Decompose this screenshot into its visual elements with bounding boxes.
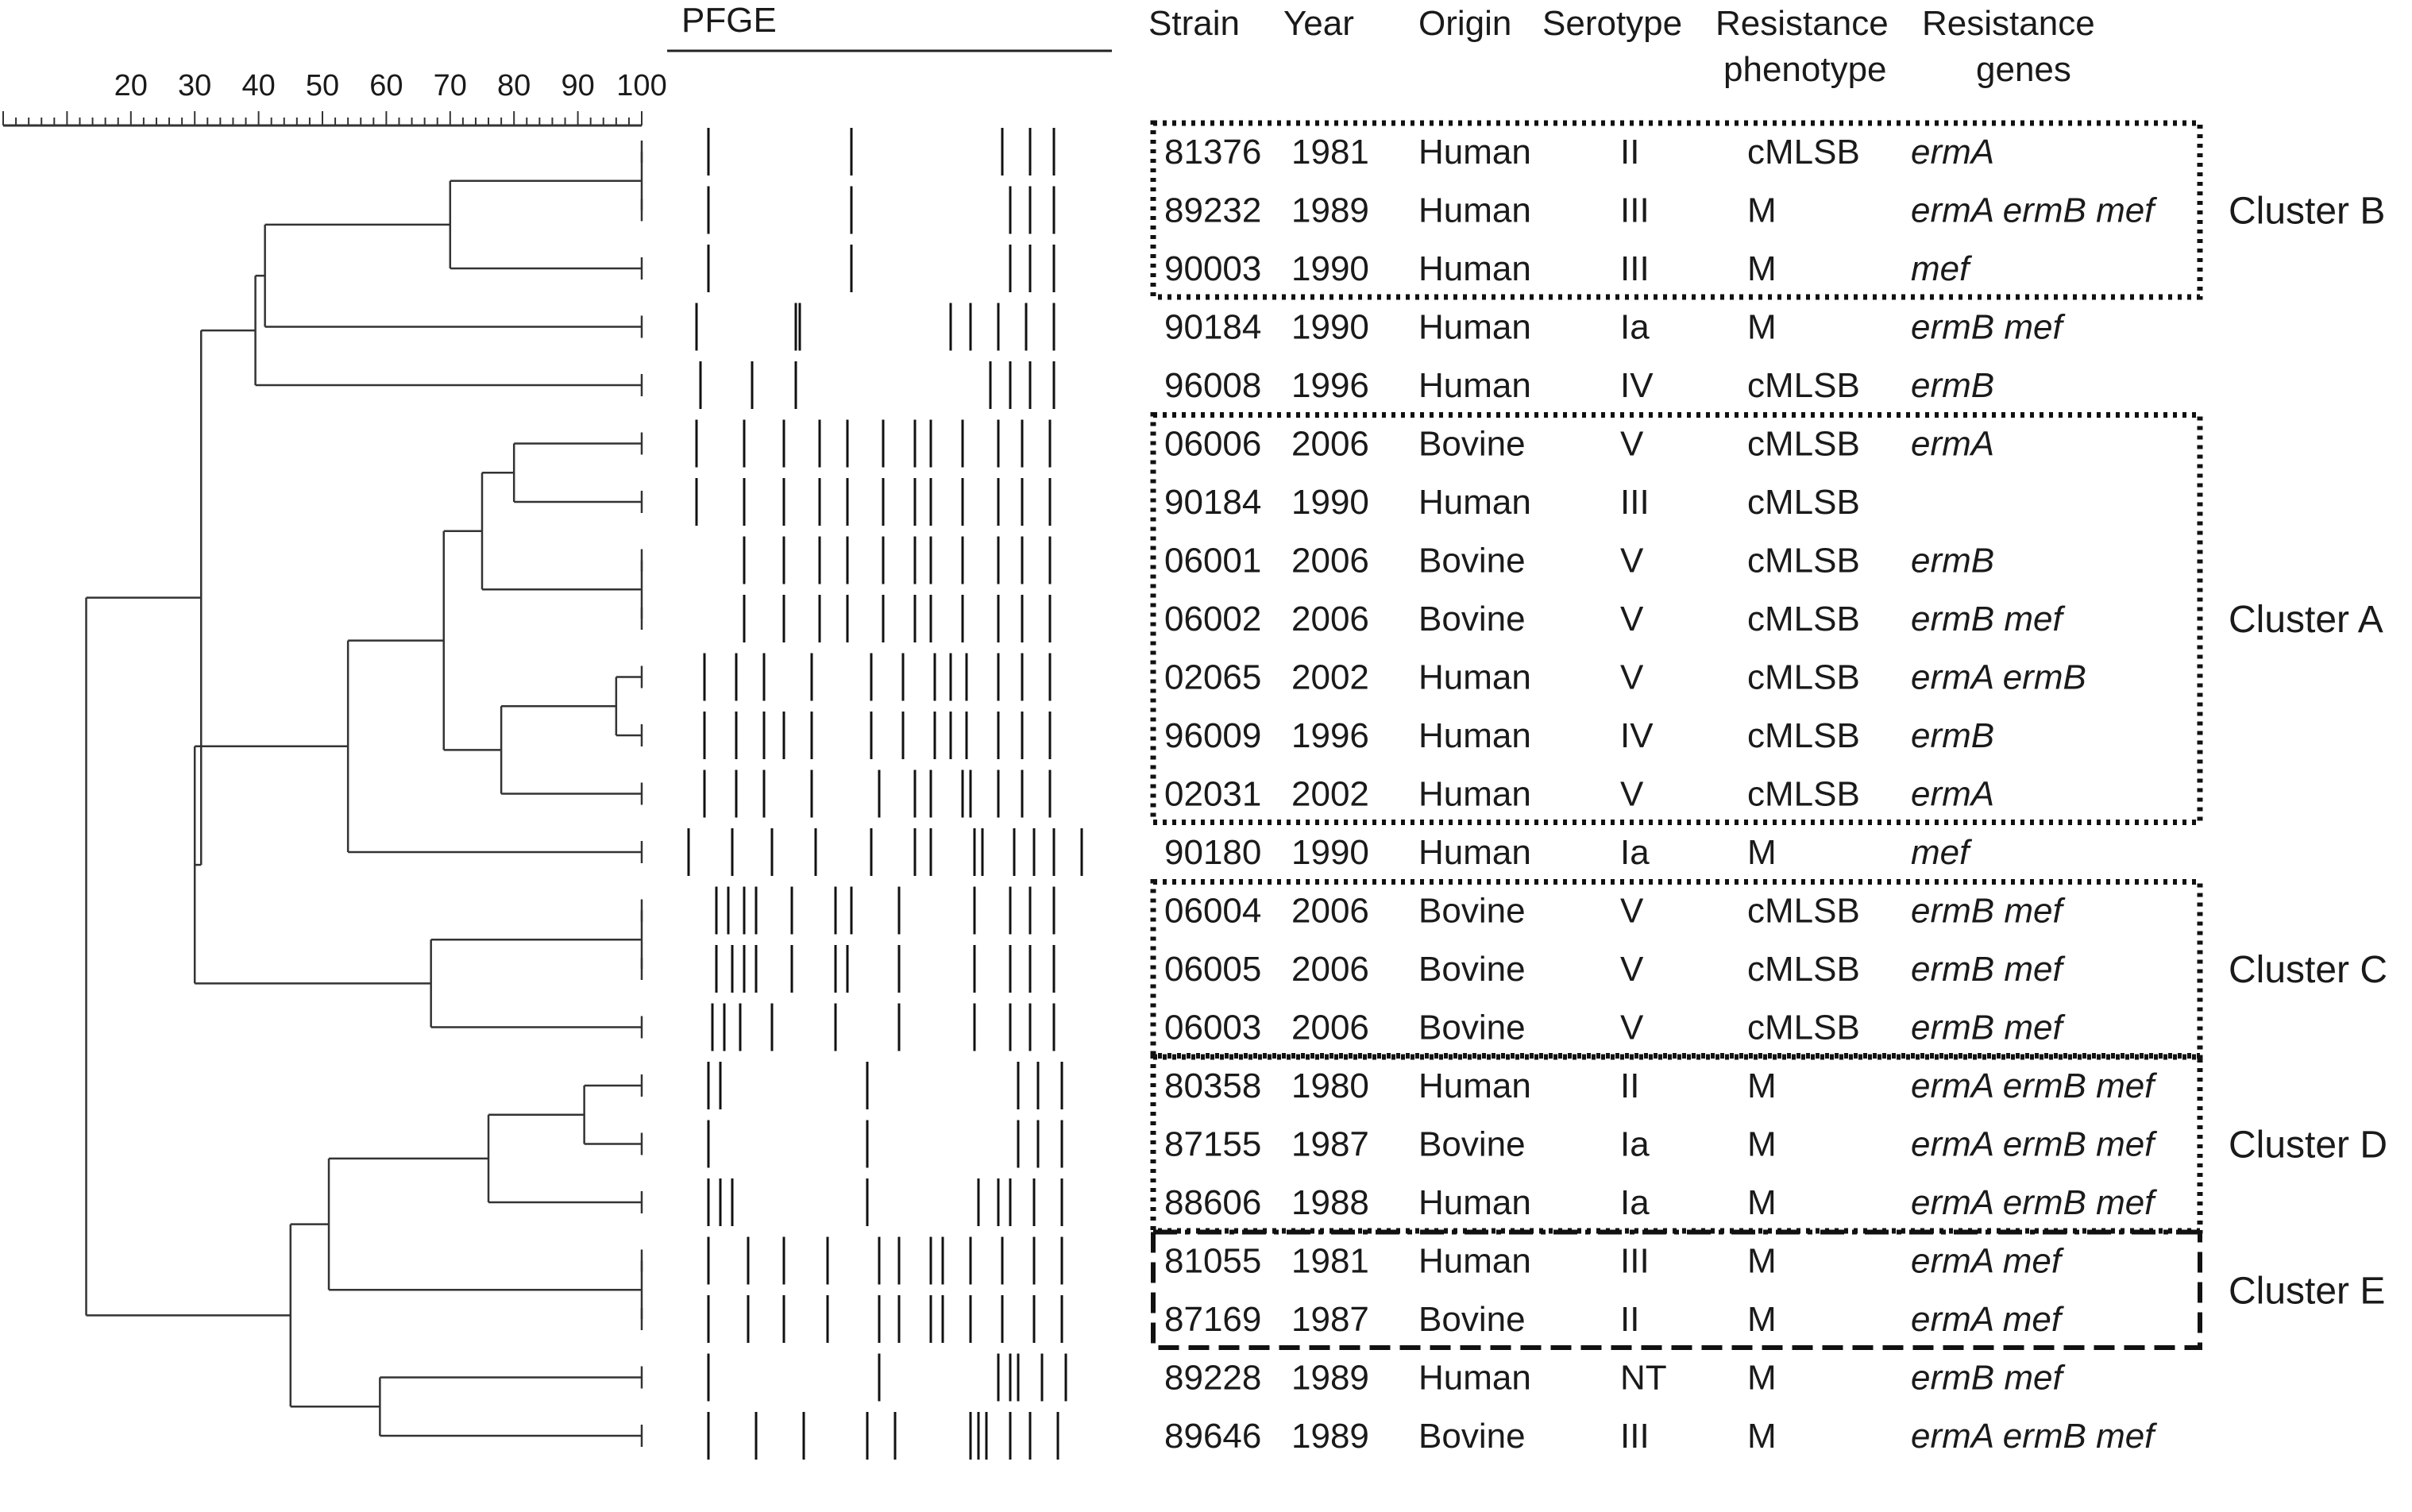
cell-phenotype: cMLSB bbox=[1747, 424, 1860, 464]
cell-serotype: V bbox=[1620, 541, 1644, 580]
cell-serotype: Ia bbox=[1620, 307, 1650, 347]
cell-year: 1988 bbox=[1291, 1183, 1369, 1222]
cell-year: 1987 bbox=[1291, 1300, 1369, 1339]
cell-origin: Human bbox=[1418, 133, 1531, 172]
cell-year: 2006 bbox=[1291, 541, 1369, 580]
cell-strain: 02065 bbox=[1164, 658, 1262, 697]
cell-genes: ermB mef bbox=[1911, 891, 2063, 931]
cell-phenotype: M bbox=[1747, 1300, 1777, 1339]
scale-tick-label: 60 bbox=[369, 69, 403, 102]
cell-year: 2006 bbox=[1291, 950, 1369, 989]
cell-serotype: Ia bbox=[1620, 833, 1650, 872]
cell-year: 1989 bbox=[1291, 1417, 1369, 1456]
cell-serotype: III bbox=[1620, 1241, 1650, 1281]
cell-serotype: III bbox=[1620, 191, 1650, 230]
cell-origin: Human bbox=[1418, 483, 1531, 522]
cell-serotype: III bbox=[1620, 249, 1650, 288]
header-year: Year bbox=[1283, 4, 1354, 43]
cell-serotype: II bbox=[1620, 1066, 1640, 1105]
cell-origin: Human bbox=[1418, 833, 1531, 872]
cell-origin: Human bbox=[1418, 191, 1531, 230]
cell-phenotype: cMLSB bbox=[1747, 950, 1860, 989]
cell-strain: 90180 bbox=[1164, 833, 1262, 872]
cell-strain: 88606 bbox=[1164, 1183, 1262, 1222]
cell-genes: ermB bbox=[1911, 716, 1995, 755]
cell-phenotype: M bbox=[1747, 1241, 1777, 1281]
cell-serotype: IV bbox=[1620, 366, 1654, 405]
cell-year: 1989 bbox=[1291, 191, 1369, 230]
cell-origin: Bovine bbox=[1418, 950, 1526, 989]
scale-tick-label: 30 bbox=[178, 69, 212, 102]
cell-year: 2002 bbox=[1291, 774, 1369, 814]
cell-year: 1981 bbox=[1291, 133, 1369, 172]
cell-strain: 06004 bbox=[1164, 891, 1262, 931]
cell-genes: ermA bbox=[1911, 774, 1995, 814]
cell-genes: mef bbox=[1911, 833, 1970, 872]
cell-genes: ermA ermB mef bbox=[1911, 1183, 2155, 1222]
cell-genes: ermB mef bbox=[1911, 600, 2063, 638]
cell-year: 1980 bbox=[1291, 1066, 1369, 1105]
cell-strain: 89228 bbox=[1164, 1358, 1262, 1398]
cell-serotype: III bbox=[1620, 1417, 1650, 1456]
cell-genes: ermB mef bbox=[1911, 1358, 2063, 1398]
cell-serotype: II bbox=[1620, 133, 1640, 172]
cell-year: 1996 bbox=[1291, 366, 1369, 405]
cell-phenotype: cMLSB bbox=[1747, 658, 1860, 697]
cell-phenotype: cMLSB bbox=[1747, 716, 1860, 755]
cell-year: 1990 bbox=[1291, 483, 1369, 522]
cell-origin: Bovine bbox=[1418, 541, 1526, 580]
cell-strain: 06002 bbox=[1164, 600, 1262, 638]
cell-origin: Bovine bbox=[1418, 1300, 1526, 1339]
cell-phenotype: M bbox=[1747, 1066, 1777, 1105]
cell-strain: 90003 bbox=[1164, 249, 1262, 288]
cluster-label: Cluster B bbox=[2229, 190, 2386, 233]
cell-year: 2006 bbox=[1291, 424, 1369, 464]
cell-serotype: V bbox=[1620, 600, 1644, 638]
strain-table bbox=[1164, 133, 2158, 1456]
cell-origin: Human bbox=[1418, 1066, 1531, 1105]
cell-phenotype: cMLSB bbox=[1747, 1008, 1860, 1047]
cell-strain: 81055 bbox=[1164, 1241, 1262, 1281]
cell-phenotype: cMLSB bbox=[1747, 133, 1860, 172]
cell-phenotype: M bbox=[1747, 307, 1777, 347]
cell-serotype: Ia bbox=[1620, 1183, 1650, 1222]
cell-strain: 06003 bbox=[1164, 1008, 1262, 1047]
cell-serotype: Ia bbox=[1620, 1124, 1650, 1164]
scale-tick-label: 70 bbox=[433, 69, 467, 102]
scale-tick-label: 50 bbox=[305, 69, 340, 102]
header-phenotype-line2: phenotype bbox=[1723, 50, 1887, 89]
cell-genes: mef bbox=[1911, 249, 1970, 288]
cell-genes: ermA mef bbox=[1911, 1300, 2062, 1339]
cell-phenotype: M bbox=[1747, 833, 1777, 872]
cell-strain: 80358 bbox=[1164, 1066, 1262, 1105]
cell-phenotype: cMLSB bbox=[1747, 483, 1860, 522]
cell-year: 2006 bbox=[1291, 1008, 1369, 1047]
cluster-label: Cluster E bbox=[2229, 1270, 2386, 1313]
header-strain: Strain bbox=[1148, 4, 1240, 43]
cell-year: 1990 bbox=[1291, 249, 1369, 288]
cell-genes: ermB mef bbox=[1911, 307, 2063, 347]
cell-year: 1987 bbox=[1291, 1124, 1369, 1164]
header-genes-line2: genes bbox=[1976, 50, 2071, 89]
header-serotype: Serotype bbox=[1542, 4, 1683, 43]
pfge-label: PFGE bbox=[681, 1, 777, 40]
cell-year: 1990 bbox=[1291, 307, 1369, 347]
cell-genes: ermA bbox=[1911, 424, 1995, 464]
cell-serotype: V bbox=[1620, 950, 1644, 989]
cell-origin: Human bbox=[1418, 716, 1531, 755]
cell-year: 1996 bbox=[1291, 716, 1369, 755]
cell-genes: ermB bbox=[1911, 366, 1995, 405]
cell-serotype: II bbox=[1620, 1300, 1640, 1339]
cell-phenotype: M bbox=[1747, 191, 1777, 230]
cell-strain: 02031 bbox=[1164, 774, 1262, 814]
cell-origin: Bovine bbox=[1418, 600, 1526, 638]
cluster-label: Cluster D bbox=[2229, 1124, 2388, 1167]
scale-tick-label: 80 bbox=[497, 69, 531, 102]
cell-year: 1990 bbox=[1291, 833, 1369, 872]
cell-serotype: NT bbox=[1620, 1358, 1667, 1398]
cell-serotype: V bbox=[1620, 424, 1644, 464]
scale-tick-label: 90 bbox=[561, 69, 595, 102]
cell-serotype: V bbox=[1620, 658, 1644, 697]
cell-phenotype: M bbox=[1747, 249, 1777, 288]
cell-phenotype: cMLSB bbox=[1747, 366, 1860, 405]
header-genes-line1: Resistance bbox=[1922, 4, 2095, 43]
cell-genes: ermB bbox=[1911, 541, 1995, 580]
scale-tick-label: 40 bbox=[241, 69, 276, 102]
cell-phenotype: M bbox=[1747, 1183, 1777, 1222]
cell-serotype: V bbox=[1620, 1008, 1644, 1047]
cell-origin: Bovine bbox=[1418, 424, 1526, 464]
dendrogram-tree bbox=[87, 141, 642, 1447]
cell-phenotype: cMLSB bbox=[1747, 774, 1860, 814]
cell-phenotype: M bbox=[1747, 1358, 1777, 1398]
cell-origin: Human bbox=[1418, 658, 1531, 697]
scale-tick-label: 20 bbox=[114, 69, 148, 102]
header-origin: Origin bbox=[1418, 4, 1512, 43]
cell-genes: ermA mef bbox=[1911, 1241, 2062, 1281]
cell-origin: Bovine bbox=[1418, 1124, 1526, 1164]
cell-strain: 89646 bbox=[1164, 1417, 1262, 1456]
cell-origin: Human bbox=[1418, 366, 1531, 405]
similarity-scale bbox=[3, 69, 667, 125]
cell-serotype: V bbox=[1620, 891, 1644, 931]
cell-genes: ermA ermB mef bbox=[1911, 1124, 2155, 1164]
cell-phenotype: cMLSB bbox=[1747, 541, 1860, 580]
pfge-band-lanes bbox=[689, 128, 1082, 1460]
cell-origin: Human bbox=[1418, 1183, 1531, 1222]
cell-strain: 96008 bbox=[1164, 366, 1262, 405]
cell-strain: 06005 bbox=[1164, 950, 1262, 989]
cell-year: 1981 bbox=[1291, 1241, 1369, 1281]
cell-genes: ermB mef bbox=[1911, 950, 2063, 989]
cell-serotype: III bbox=[1620, 483, 1650, 522]
cell-origin: Bovine bbox=[1418, 891, 1526, 931]
cell-origin: Human bbox=[1418, 1358, 1531, 1398]
cell-origin: Human bbox=[1418, 249, 1531, 288]
cell-origin: Human bbox=[1418, 774, 1531, 814]
cell-phenotype: cMLSB bbox=[1747, 891, 1860, 931]
cell-phenotype: M bbox=[1747, 1124, 1777, 1164]
cell-genes: ermA ermB mef bbox=[1911, 1417, 2155, 1456]
cell-origin: Bovine bbox=[1418, 1417, 1526, 1456]
cell-strain: 89232 bbox=[1164, 191, 1262, 230]
cell-genes: ermA ermB mef bbox=[1911, 191, 2155, 230]
cell-origin: Human bbox=[1418, 307, 1531, 347]
cell-serotype: IV bbox=[1620, 716, 1654, 755]
cell-genes: ermB mef bbox=[1911, 1008, 2063, 1047]
cell-strain: 87155 bbox=[1164, 1124, 1262, 1164]
cell-origin: Human bbox=[1418, 1241, 1531, 1281]
cell-year: 2006 bbox=[1291, 891, 1369, 931]
cluster-label: Cluster A bbox=[2229, 599, 2383, 641]
cell-strain: 90184 bbox=[1164, 483, 1262, 522]
header-phenotype-line1: Resistance bbox=[1715, 4, 1889, 43]
cell-strain: 06006 bbox=[1164, 424, 1262, 464]
cell-year: 2002 bbox=[1291, 658, 1369, 697]
cell-strain: 90184 bbox=[1164, 307, 1262, 347]
cell-genes: ermA ermB mef bbox=[1911, 1066, 2155, 1105]
cell-strain: 87169 bbox=[1164, 1300, 1262, 1339]
cell-genes: ermA bbox=[1911, 133, 1995, 172]
cell-serotype: V bbox=[1620, 774, 1644, 814]
cell-year: 2006 bbox=[1291, 600, 1369, 638]
scale-tick-label: 100 bbox=[616, 69, 667, 102]
cell-origin: Bovine bbox=[1418, 1008, 1526, 1047]
cell-phenotype: cMLSB bbox=[1747, 600, 1860, 638]
cell-phenotype: M bbox=[1747, 1417, 1777, 1456]
cluster-label: Cluster C bbox=[2229, 949, 2388, 991]
cell-strain: 06001 bbox=[1164, 541, 1262, 580]
cell-genes: ermA ermB bbox=[1911, 658, 2086, 697]
cell-strain: 81376 bbox=[1164, 133, 1262, 172]
cell-year: 1989 bbox=[1291, 1358, 1369, 1398]
cell-strain: 96009 bbox=[1164, 716, 1262, 755]
